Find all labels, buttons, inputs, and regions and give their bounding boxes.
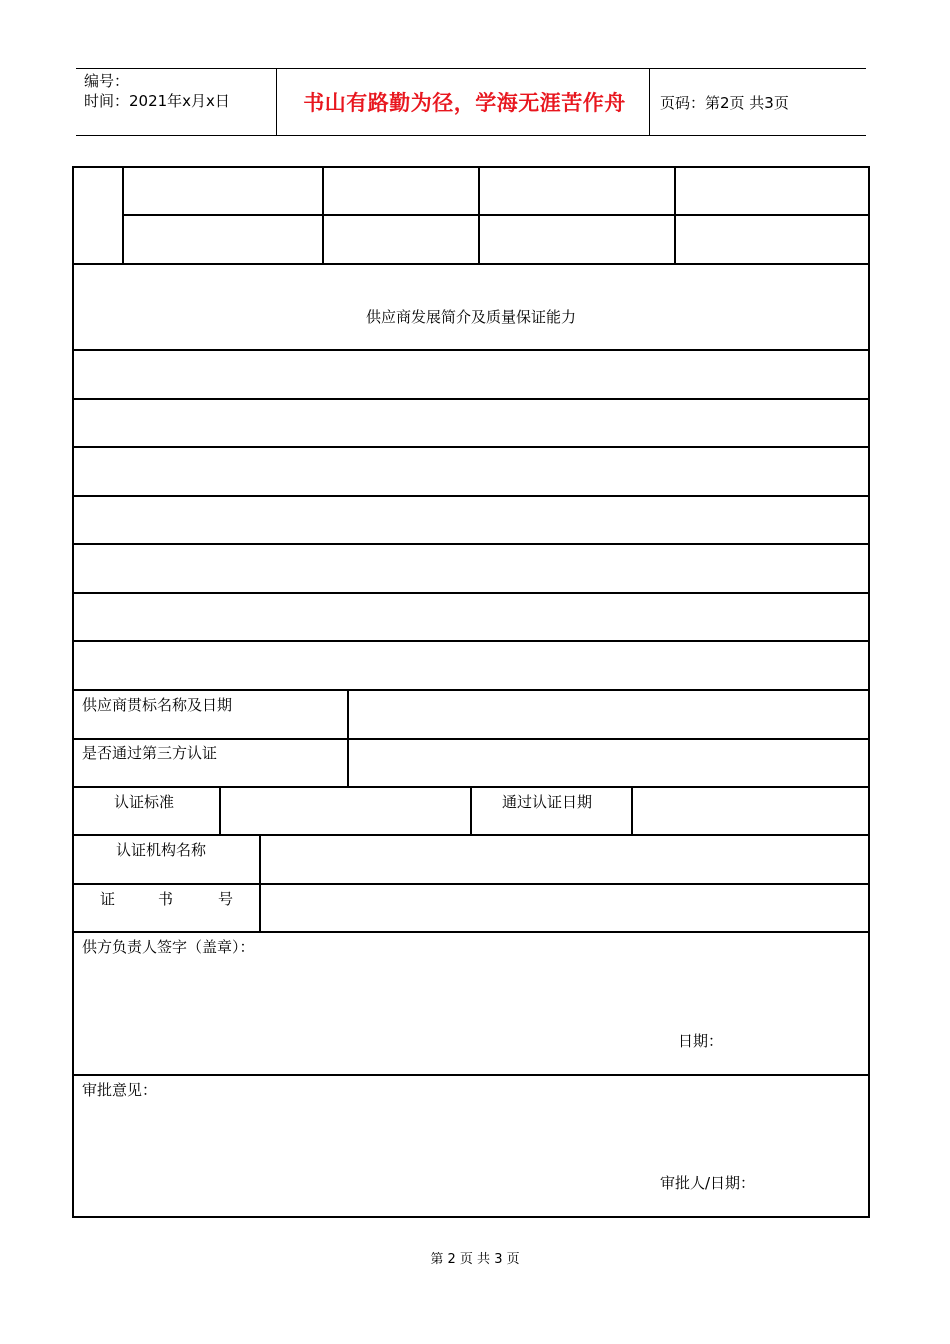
grid-line	[72, 640, 870, 642]
page-header	[76, 68, 866, 136]
grid-line	[72, 349, 870, 351]
grid-line	[72, 495, 870, 497]
cert-no-char: 书	[158, 890, 174, 908]
approver-date-label: 审批人/日期：	[660, 1174, 756, 1192]
grid-line	[72, 931, 870, 933]
page-footer: 第 2 页 共 3 页	[430, 1252, 520, 1267]
table-border	[72, 166, 870, 168]
table-border	[72, 1216, 870, 1218]
grid-line	[72, 738, 870, 740]
header-meta	[84, 71, 230, 111]
number-label: 编号：	[84, 72, 130, 90]
grid-line	[72, 689, 870, 691]
header-divider	[276, 69, 277, 135]
grid-line	[470, 786, 472, 835]
grid-line	[72, 543, 870, 545]
grid-line	[122, 214, 870, 216]
cert-date-label: 通过认证日期	[502, 793, 593, 811]
grid-line	[219, 786, 221, 835]
cert-no-char: 证	[100, 890, 116, 908]
approval-label: 审批意见：	[82, 1081, 158, 1099]
trade-standard-label: 供应商贯标名称及日期	[82, 696, 233, 714]
third-party-cert-label: 是否通过第三方认证	[82, 744, 218, 762]
grid-line	[72, 883, 870, 885]
grid-line	[72, 1074, 870, 1076]
grid-line	[72, 592, 870, 594]
grid-line	[72, 263, 870, 265]
supplier-sign-label: 供方负责人签字（盖章）：	[82, 938, 255, 956]
grid-line	[72, 446, 870, 448]
date-label: 日期：	[678, 1032, 724, 1050]
header-motto: 书山有路勤为径，学海无涯苦作舟	[303, 91, 626, 115]
grid-line	[72, 834, 870, 836]
header-page-label: 页码：第2页 共3页	[660, 93, 789, 112]
cert-standard-label: 认证标准	[114, 793, 175, 811]
intro-heading: 供应商发展简介及质量保证能力	[365, 308, 576, 326]
grid-line	[631, 786, 633, 835]
supplier-form-table	[72, 166, 870, 1218]
time-label: 时间：2021年x月x日	[84, 92, 230, 110]
grid-line	[72, 398, 870, 400]
cert-body-label: 认证机构名称	[116, 841, 207, 859]
cert-no-char: 号	[218, 890, 234, 908]
